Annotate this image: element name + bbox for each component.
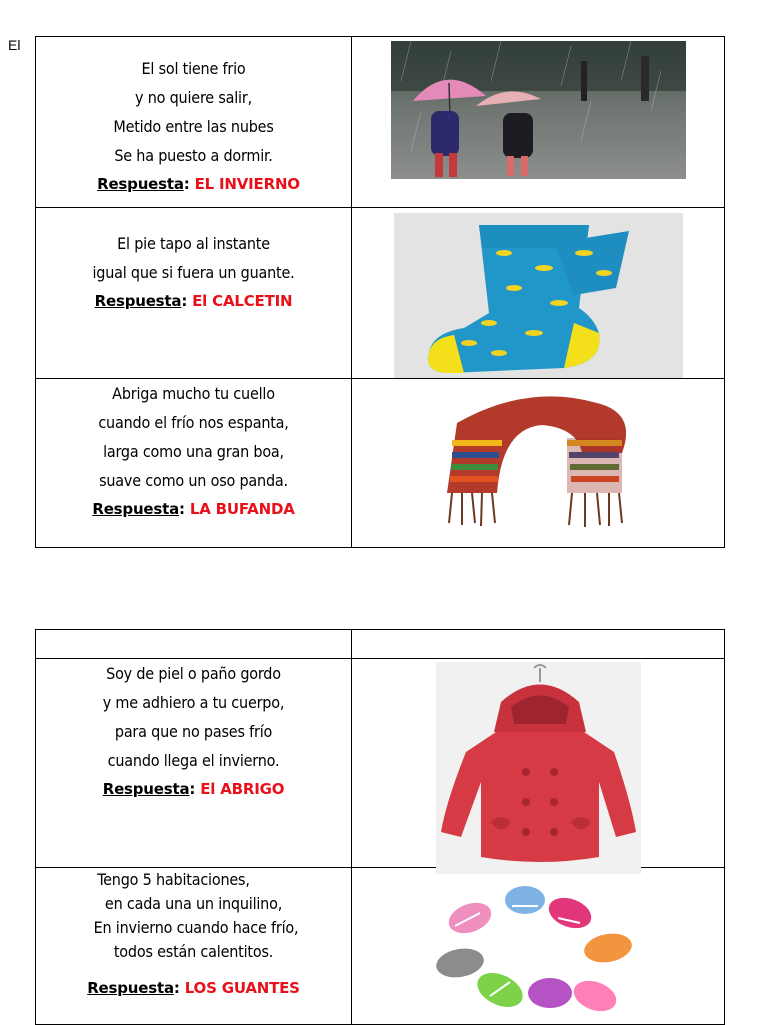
riddle-image-cell [352, 37, 725, 208]
riddle-text-cell [36, 659, 352, 868]
empty-cell [36, 630, 352, 659]
empty-cell [352, 630, 725, 659]
answer-value: LA BUFANDA [189, 500, 295, 518]
answer-label: Respuesta [87, 979, 174, 997]
riddle-line: El pie tapo al instante [117, 234, 270, 253]
children-umbrellas-rain-photo [391, 41, 686, 179]
riddle-image-cell [352, 659, 725, 868]
table-row [36, 37, 725, 208]
riddle-text-cell [36, 868, 352, 1025]
table-header-row [36, 630, 725, 659]
stray-text: El [8, 37, 21, 53]
riddle-line: todos están calentitos. [113, 942, 274, 961]
riddle-line: El sol tiene frio [141, 59, 246, 78]
riddle-answer: Respuesta: LA BUFANDA [92, 500, 295, 518]
riddle-line: Abriga mucho tu cuello [112, 384, 275, 403]
riddle-line: cuando llega el invierno. [107, 751, 280, 770]
riddle-answer: Respuesta: El ABRIGO [102, 780, 285, 798]
riddle-line: igual que si fuera un guante. [92, 263, 295, 282]
riddle-text-cell [36, 379, 352, 548]
riddles-table-2 [35, 629, 725, 1025]
riddle-image-cell [352, 208, 725, 379]
answer-label: Respuesta [94, 292, 182, 310]
riddle-line: en cada una un inquilino, [104, 894, 283, 913]
riddles-table-1 [35, 36, 725, 548]
riddle-image-cell [352, 379, 725, 548]
riddle-line: Metido entre las nubes [113, 117, 274, 136]
riddle-answer: Respuesta: EL INVIERNO [97, 175, 300, 193]
riddle-line: larga como una gran boa, [103, 442, 284, 461]
riddle-line: y no quiere salir, [135, 88, 252, 107]
riddle-line: Tengo 5 habitaciones, [97, 870, 250, 889]
riddle-image-cell [352, 868, 725, 1025]
riddle-text-cell [36, 37, 352, 208]
colorful-gloves-photo [430, 878, 645, 1023]
answer-label: Respuesta [92, 500, 180, 518]
answer-value: El ABRIGO [200, 780, 285, 798]
answer-label: Respuesta [102, 780, 190, 798]
riddle-line: para que no pases frío [114, 722, 273, 741]
table-row [36, 379, 725, 548]
table-row [36, 868, 725, 1025]
table-row [36, 208, 725, 379]
riddle-line: Se ha puesto a dormir. [114, 146, 273, 165]
riddle-line: En invierno cuando hace frío, [93, 918, 299, 937]
riddle-answer: Respuesta: LOS GUANTES [87, 979, 300, 997]
riddle-line: Soy de piel o paño gordo [106, 664, 281, 683]
riddle-text-cell [36, 208, 352, 379]
riddle-answer: Respuesta: El CALCETIN [94, 292, 293, 310]
riddle-line: y me adhiero a tu cuerpo, [102, 693, 285, 712]
riddle-line: cuando el frío nos espanta, [98, 413, 289, 432]
answer-value: EL INVIERNO [194, 175, 300, 193]
banana-print-sock-photo [394, 213, 683, 378]
answer-value: El CALCETIN [192, 292, 293, 310]
answer-value: LOS GUANTES [184, 979, 300, 997]
answer-label: Respuesta [97, 175, 184, 193]
table-row [36, 659, 725, 868]
red-coat-photo [436, 662, 641, 874]
striped-scarf-photo [407, 383, 707, 543]
riddle-line: suave como un oso panda. [99, 471, 288, 490]
